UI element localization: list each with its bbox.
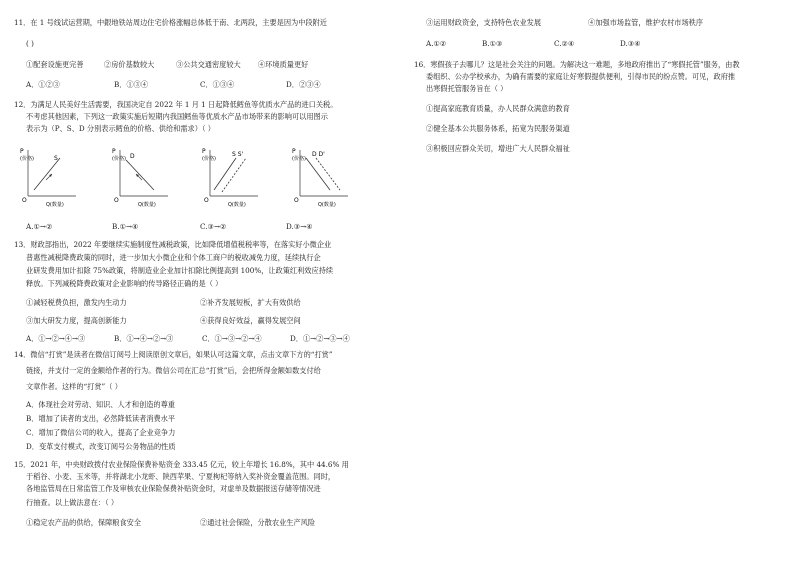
q15-opt3: ③运用财政资金，支持特色农业发展 [426, 18, 542, 27]
q15-answer-a[interactable]: A.①② [426, 39, 447, 48]
q14-option-c[interactable]: C．增加了微信公司的收入，提高了企业竞争力 [26, 428, 176, 437]
graph1-curve-label: S [54, 155, 58, 162]
q15-stem-line3: 各地监管局在日常监管工作及审核农业保险保费补贴资金时，对虚单及数据报送存储等情况进 [26, 484, 321, 493]
q13-stem-line1: 13．财政部指出，2022 年要继续实施制度性减税政策，比如降低增值税税率等，在落实好小微企业 [14, 240, 332, 249]
graph1-q-label: Q(数量) [46, 202, 64, 208]
q11-opt3: ③公共交通密度较大 [176, 60, 241, 69]
graph2-origin: O [114, 197, 119, 204]
graph3-supply-line [214, 158, 236, 190]
graph2-plabel: (价格) [112, 156, 126, 162]
q13-answer-b[interactable]: B．①→④→②→③ [114, 334, 174, 343]
graph4-q-label: Q(数量) [318, 202, 336, 208]
q13-stem-line2: 普惠性减税降费政策的同时，进一步加大小微企业和个体工商户的税收减免力度，延续执行企 [26, 253, 321, 262]
q14-stem-line3: 文章作者。这样的“打赏”（ ） [26, 382, 122, 391]
graph2-p-label: P [112, 148, 116, 155]
q16-opt1: ①提高家庭教育质量，办人民群众满意的教育 [426, 104, 570, 113]
graph3-supply-shifted-line [222, 158, 246, 192]
q15-opt2: ②通过社会保险，分散农业生产风险 [200, 518, 316, 527]
q11-answer-b[interactable]: B．①③④ [114, 80, 149, 89]
q13-answer-d[interactable]: D．①→②→③→④ [290, 334, 350, 343]
q11-answer-d[interactable]: D．②③④ [286, 80, 321, 89]
q16-stem-line3: 出寒假托管服务旨在（ ） [426, 84, 508, 93]
q14-option-a[interactable]: A．体现社会对劳动、知识、人才和创造的尊重 [26, 400, 175, 409]
q12-graph-4 [292, 146, 352, 206]
graph1-origin: O [22, 197, 27, 204]
graph2-q-label: Q(数量) [138, 202, 156, 208]
q11-stem: 11．在 1 号线试运营期，中銀地铁站周边住宅价格涨幅总体低于南、北两段，主要是因为中段附近 [14, 18, 327, 27]
q12-answer-d[interactable]: D.③→④ [286, 222, 313, 231]
q15-stem-line4: 行抽查。以上做法意在：（ ） [26, 498, 119, 507]
graph4-origin: O [294, 197, 299, 204]
graph3-plabel: (价格) [202, 156, 216, 162]
graph3-q-label: Q(数量) [228, 202, 246, 208]
q11-opt4: ④环境质量更好 [258, 60, 309, 69]
q15-stem-line2: 于稻谷、小麦、玉米等，并将湖北小龙虾、陕西苹果、宁夏枸杞等纳入奖补资金覆盖范围。同时， [26, 472, 336, 481]
q12-graph-1 [20, 146, 80, 206]
graph1-plabel: (价格) [20, 156, 34, 162]
q12-stem-line3: 表示为（P、S、D 分别表示鳕鱼的价格、供给和需求）（ ） [26, 124, 215, 133]
q11-answer-a[interactable]: A．①②③ [26, 80, 60, 89]
graph3-curve-label: S S' [232, 151, 244, 158]
graph4-demand-line [306, 158, 330, 190]
q14-stem-line2: 链接，并支付一定的金额给作者的行为。微信公司在汇总“打赏”后，会把所得金额如数支付给 [26, 366, 321, 375]
q13-stem-line3: 业研发费用加计扣除 75%政策，将制造业企业加计扣除比例提高到 100%，让政策红利效应持续 [26, 266, 334, 275]
q12-stem-line2: 不考虑其他因素，下列这一政策实施后短期内我国鳕鱼等优质水产品市场带来的影响可以用图示 [26, 112, 328, 121]
q12-stem-line1: 12．为满足人民美好生活需要，我国决定自 2022 年 1 月 1 日起降低鳕鱼等优质水产品的进口关税。 [14, 100, 338, 109]
q16-opt2: ②健全基本公共服务体系，拓宽为民服务渠道 [426, 124, 570, 133]
q16-stem-line2: 委组织、公办学校承办，为确有需要的家庭让好寒假提供便利，引得市民的纷点赞。可见，政府推 [426, 72, 736, 81]
q11-answer-c[interactable]: C．①③④ [200, 80, 235, 89]
q14-stem-line1: 14．微信“打赏”是读者在微信订阅号上阅读原创文章后，如果认可这篇文章，点击文章下方的“打赏” [14, 350, 333, 359]
graph2-demand-line [126, 160, 154, 190]
q15-answer-d[interactable]: D.③④ [620, 39, 641, 48]
graph3-origin: O [204, 197, 209, 204]
q15-opt1: ①稳定农产品的供给，保障粮食安全 [26, 518, 142, 527]
q13-opt1: ①减轻税费负担，激发内生动力 [26, 298, 127, 307]
q14-option-b[interactable]: B．增加了读者的支出，必然降低读者消费水平 [26, 414, 176, 423]
q15-answer-b[interactable]: B.①③ [482, 39, 503, 48]
q15-answer-c[interactable]: C.②④ [554, 39, 575, 48]
q12-graph-2 [112, 146, 172, 206]
graph4-plabel: (价格) [292, 156, 306, 162]
graph3-p-label: P [202, 148, 206, 155]
q13-answer-a[interactable]: A．①→②→④→③ [26, 334, 86, 343]
q15-opt4: ④加强市场监管，维护农村市场秩序 [588, 18, 704, 27]
graph4-curve-label: D D' [312, 151, 325, 158]
q12-graph-3 [202, 146, 262, 206]
q13-opt2: ②补齐发展短板，扩大有效供给 [200, 298, 301, 307]
q13-answer-c[interactable]: C．①→③→②→④ [202, 334, 262, 343]
q14-option-d[interactable]: D．变革支付模式，改变订阅号公务物品的性质 [26, 442, 176, 451]
graph1-p-label: P [20, 148, 24, 155]
q13-opt4: ④获得良好效益，赢得发展空间 [200, 316, 301, 325]
q12-answer-a[interactable]: A.①→② [26, 222, 53, 231]
graph1-supply-line [34, 158, 60, 190]
graph2-curve-label: D [130, 153, 135, 160]
q16-stem-line1: 16．寒假孩子去哪儿？这是社会关注的问题。为解决这一难题，多地政府推出了“寒假托管”服务，由教 [414, 60, 740, 69]
q15-stem-line1: 15．2021 年，中央财政拨付农业保险保费补贴资金 333.45 亿元，较上年增长 16.8%，其中 44.6% 用 [14, 460, 349, 469]
q16-opt3: ③积极回应群众关切，增进广大人民群众福祉 [426, 144, 570, 153]
q11-opt1: ①配套设施更完善 [26, 60, 84, 69]
q13-opt3: ③加大研发力度，提高创新能力 [26, 316, 127, 325]
q12-answer-b[interactable]: B.①→④ [112, 222, 139, 231]
graph4-p-label: P [292, 148, 296, 155]
q13-stem-line4: 释放。下列减税降费政策对企业影响的传导路径正确的是（ ） [26, 279, 223, 288]
q12-answer-c[interactable]: C.③→② [200, 222, 227, 231]
graph4-demand-shifted-line [316, 158, 340, 190]
q11-opt2: ②房价基数较大 [104, 60, 155, 69]
q11-blank: ( ) [26, 39, 34, 48]
